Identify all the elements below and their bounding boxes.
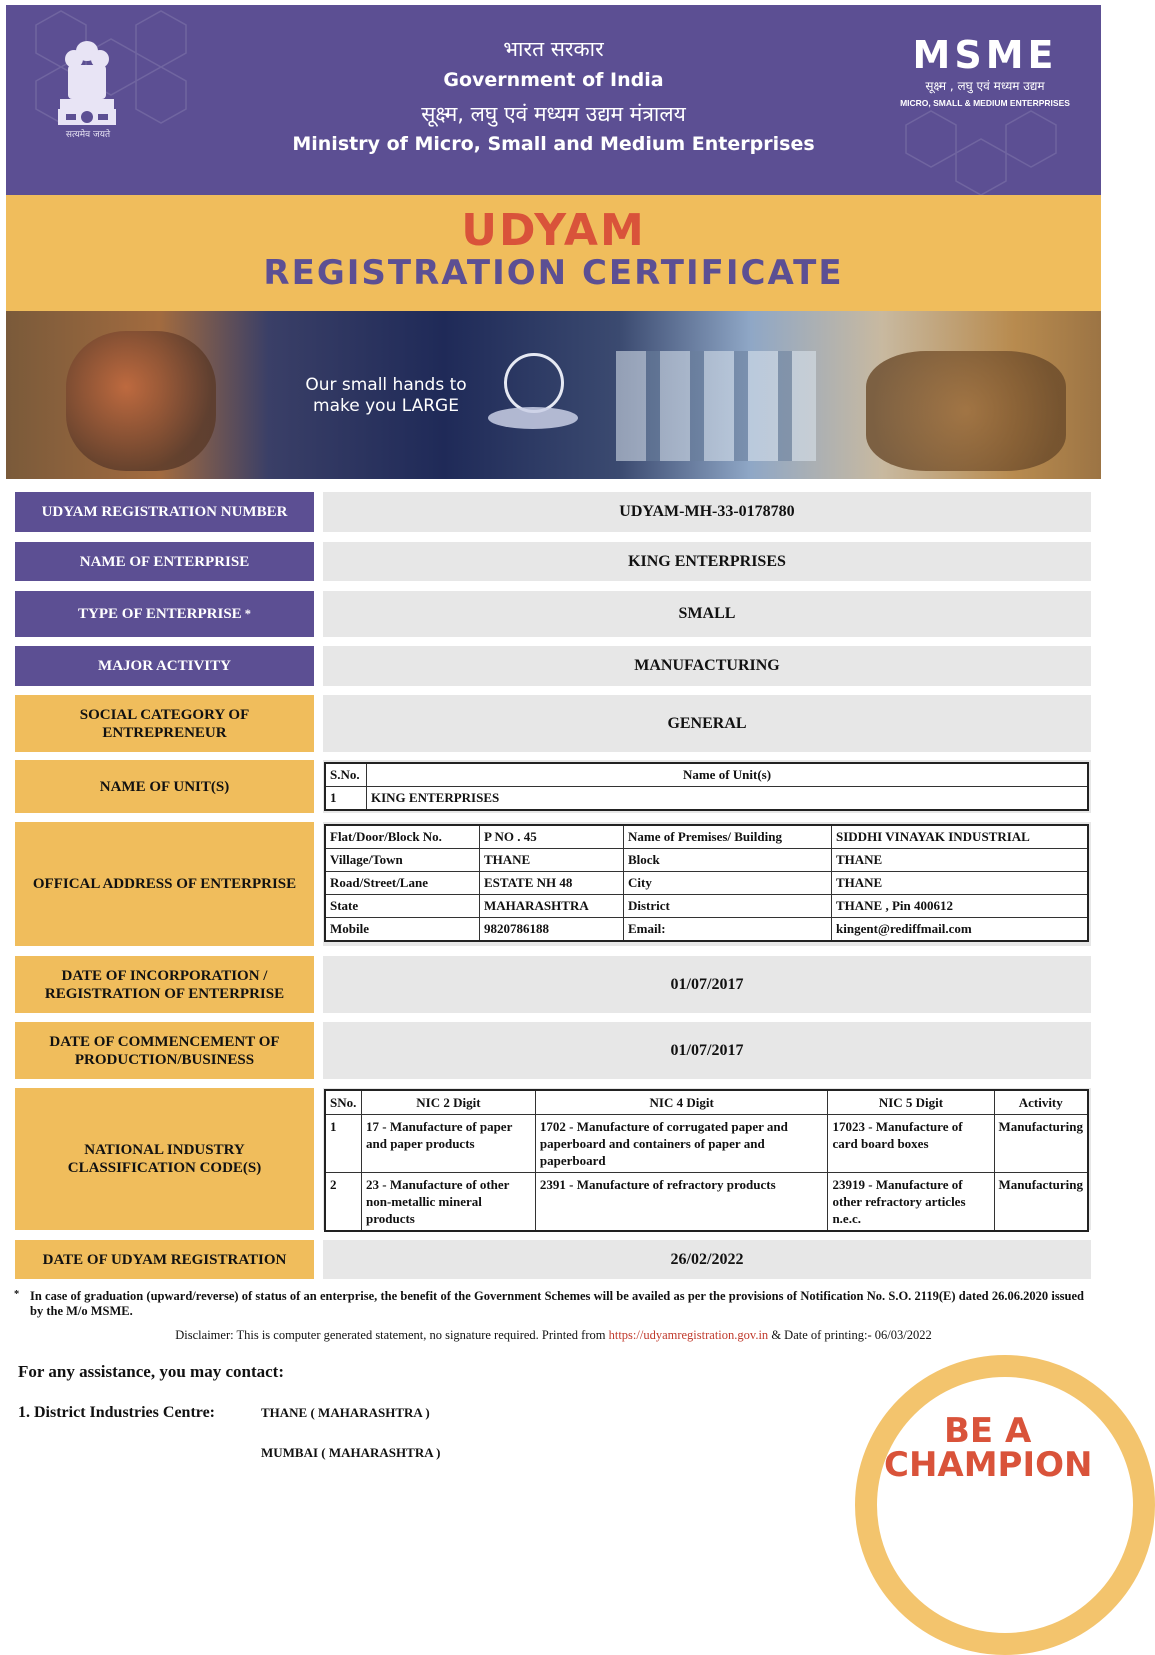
- address-cell: Village/Town: [325, 849, 480, 872]
- table-row: [325, 849, 1088, 872]
- units-cell: 1: [325, 787, 367, 811]
- nic-cell: 2: [325, 1173, 361, 1232]
- units-label: NAME OF UNIT(S): [15, 760, 314, 813]
- address-box: [323, 822, 1091, 946]
- address-cell: SIDDHI VINAYAK INDUSTRIAL: [832, 825, 1089, 849]
- registration-number-value: UDYAM-MH-33-0178780: [323, 492, 1091, 532]
- commencement-date-label-line1: DATE OF COMMENCEMENT OF: [49, 1033, 280, 1050]
- enterprise-type-row: [15, 591, 1091, 637]
- table-row: [325, 895, 1088, 918]
- address-cell: Name of Premises/ Building: [624, 825, 832, 849]
- major-activity-row: [15, 646, 1091, 686]
- units-box: [323, 760, 1091, 813]
- nic-header-5digit: NIC 5 Digit: [828, 1090, 994, 1115]
- emblem-caption: सत्यमेव जयते: [65, 130, 111, 140]
- social-category-label-line1: SOCIAL CATEGORY OF: [79, 706, 250, 723]
- registration-certificate-title: REGISTRATION CERTIFICATE: [263, 253, 844, 293]
- msme-hindi-text: सूक्ष्म , लघु एवं मध्यम उद्यम: [925, 79, 1045, 93]
- incorporation-date-row: [15, 956, 1091, 1013]
- table-row: [325, 1115, 1088, 1173]
- udyam-portal-link[interactable]: https://udyamregistration.gov.in: [608, 1328, 769, 1342]
- printing-date-text: & Date of printing:- 06/03/2022: [771, 1328, 932, 1342]
- disclaimer: [0, 1328, 1107, 1343]
- nic-header-sno: SNo.: [325, 1090, 361, 1115]
- social-category-row: [15, 695, 1091, 752]
- social-category-label: [15, 695, 314, 752]
- enterprise-type-asterisk: *: [244, 607, 251, 621]
- artisan-photo: [66, 331, 216, 471]
- address-cell: State: [325, 895, 480, 918]
- nic-codes-box: [323, 1088, 1091, 1230]
- msme-logo: [899, 35, 1071, 108]
- nic-cell: Manufacturing: [994, 1173, 1088, 1232]
- table-row: [325, 918, 1088, 942]
- nic-codes-label: [15, 1088, 314, 1230]
- address-cell: THANE: [832, 849, 1089, 872]
- dic-mumbai: MUMBAI ( MAHARASHTRA ): [261, 1445, 441, 1460]
- units-header-name: Name of Unit(s): [367, 763, 1089, 787]
- enterprise-type-label-text: TYPE OF ENTERPRISE: [78, 606, 242, 622]
- chakra-wheel-icon: [504, 353, 564, 413]
- address-cell: Block: [624, 849, 832, 872]
- ministry-text: Ministry of Micro, Small and Medium Enterprises: [292, 133, 815, 155]
- address-cell: Mobile: [325, 918, 480, 942]
- table-row: [325, 825, 1088, 849]
- address-cell: 9820786188: [480, 918, 624, 942]
- graduation-note: [14, 1289, 1084, 1319]
- address-cell: Road/Street/Lane: [325, 872, 480, 895]
- table-row: [325, 1173, 1088, 1232]
- dic-label: 1. District Industries Centre:: [18, 1404, 216, 1421]
- registration-number-label: UDYAM REGISTRATION NUMBER: [15, 492, 314, 532]
- nic-codes-label-line2: CLASSIFICATION CODE(S): [67, 1160, 262, 1176]
- banner-tagline-line2: make you LARGE: [313, 396, 459, 416]
- udyam-date-label: DATE OF UDYAM REGISTRATION: [15, 1240, 314, 1279]
- address-cell: THANE: [480, 849, 624, 872]
- government-of-india-text: Government of India: [443, 69, 664, 91]
- address-cell: MAHARASHTRA: [480, 895, 624, 918]
- commencement-date-value: 01/07/2017: [323, 1022, 1091, 1079]
- social-category-value: GENERAL: [323, 695, 1091, 752]
- address-cell: THANE: [832, 872, 1089, 895]
- office-photo: [616, 351, 816, 461]
- udyam-title: UDYAM: [461, 205, 646, 256]
- nic-cell: 17 - Manufacture of paper and paper products: [361, 1115, 535, 1173]
- msme-subtitle: MICRO, SMALL & MEDIUM ENTERPRISES: [900, 98, 1070, 108]
- table-row: [325, 872, 1088, 895]
- udyam-date-row: [15, 1240, 1091, 1279]
- commencement-date-row: [15, 1022, 1091, 1079]
- commencement-date-label: [15, 1022, 314, 1079]
- incorporation-date-value: 01/07/2017: [323, 956, 1091, 1013]
- champion-badge-line1: BE A: [944, 1411, 1032, 1451]
- incorporation-date-label-line1: DATE OF INCORPORATION /: [61, 967, 268, 984]
- incorporation-date-label-line2: REGISTRATION OF ENTERPRISE: [44, 985, 285, 1002]
- certificate-title-band: [6, 195, 1101, 311]
- hindi-government-text: भारत सरकार: [503, 37, 604, 61]
- nic-cell: 23 - Manufacture of other non-metallic mineral products: [361, 1173, 535, 1232]
- enterprise-name-label: NAME OF ENTERPRISE: [15, 542, 314, 581]
- incorporation-date-label: [15, 956, 314, 1013]
- enterprise-name-row: [15, 542, 1091, 581]
- address-cell: Flat/Door/Block No.: [325, 825, 480, 849]
- assistance-heading: For any assistance, you may contact:: [18, 1362, 284, 1381]
- nic-cell: 1: [325, 1115, 361, 1173]
- nic-header-activity: Activity: [994, 1090, 1088, 1115]
- address-cell: ESTATE NH 48: [480, 872, 624, 895]
- banner-image: [6, 311, 1101, 479]
- champion-badge-line2: CHAMPION: [884, 1445, 1093, 1485]
- address-row: [15, 822, 1091, 946]
- table-row: [325, 787, 1088, 811]
- msme-logo-text: MSME: [912, 33, 1058, 77]
- dic-thane: THANE ( MAHARASHTRA ): [261, 1405, 430, 1420]
- nic-cell: 2391 - Manufacture of refractory products: [535, 1173, 828, 1232]
- disclaimer-text: Disclaimer: This is computer generated statement, no signature required. Printed from: [175, 1328, 606, 1342]
- major-activity-value: MANUFACTURING: [323, 646, 1091, 686]
- nic-cell: Manufacturing: [994, 1115, 1088, 1173]
- nic-cell: 1702 - Manufacture of corrugated paper and paperboard and containers of paper and paperboard: [535, 1115, 828, 1173]
- udyam-date-value: 26/02/2022: [323, 1240, 1091, 1279]
- graduation-note-text: In case of graduation (upward/reverse) of status of an enterprise, the benefit of the Government Schemes will be availed as per the provisions of Notification No. S.O. 2119(E) dated 26.06.2020 issued by the M/o MSME.: [30, 1289, 1084, 1318]
- nic-codes-label-line1: NATIONAL INDUSTRY: [84, 1142, 245, 1158]
- hand-icon: [488, 407, 578, 429]
- nic-codes-row: [15, 1088, 1091, 1230]
- social-category-label-line2: ENTREPRENEUR: [102, 724, 227, 741]
- nic-codes-table: [324, 1089, 1089, 1232]
- farmer-photo: [866, 351, 1066, 471]
- nic-cell: 17023 - Manufacture of card board boxes: [828, 1115, 994, 1173]
- hindi-ministry-text: सूक्ष्म, लघु एवं मध्यम उद्यम मंत्रालय: [421, 102, 686, 126]
- address-cell: P NO . 45: [480, 825, 624, 849]
- address-cell: Email:: [624, 918, 832, 942]
- email-value: kingent@rediffmail.com: [832, 918, 1089, 942]
- enterprise-type-label: [15, 591, 314, 637]
- enterprise-type-value: SMALL: [323, 591, 1091, 637]
- nic-cell: 23919 - Manufacture of other refractory articles n.e.c.: [828, 1173, 994, 1232]
- units-cell: KING ENTERPRISES: [367, 787, 1089, 811]
- major-activity-label: MAJOR ACTIVITY: [15, 646, 314, 686]
- address-table: [324, 824, 1089, 942]
- address-cell: District: [624, 895, 832, 918]
- nic-header-4digit: NIC 4 Digit: [535, 1090, 828, 1115]
- units-row: [15, 760, 1091, 813]
- units-table: [324, 762, 1089, 811]
- commencement-date-label-line2: PRODUCTION/BUSINESS: [74, 1051, 255, 1068]
- banner-tagline-line1: Our small hands to: [305, 375, 467, 395]
- address-cell: City: [624, 872, 832, 895]
- government-header: [6, 5, 1101, 195]
- units-header-sno: S.No.: [325, 763, 367, 787]
- champion-badge-ring: [855, 1355, 1155, 1655]
- nic-header-2digit: NIC 2 Digit: [361, 1090, 535, 1115]
- enterprise-name-value: KING ENTERPRISES: [323, 542, 1091, 581]
- registration-number-row: [15, 492, 1091, 532]
- address-cell: THANE , Pin 400612: [832, 895, 1089, 918]
- banner-tagline: [296, 375, 476, 417]
- address-label: OFFICAL ADDRESS OF ENTERPRISE: [15, 822, 314, 946]
- graduation-note-asterisk: *: [14, 1289, 20, 1300]
